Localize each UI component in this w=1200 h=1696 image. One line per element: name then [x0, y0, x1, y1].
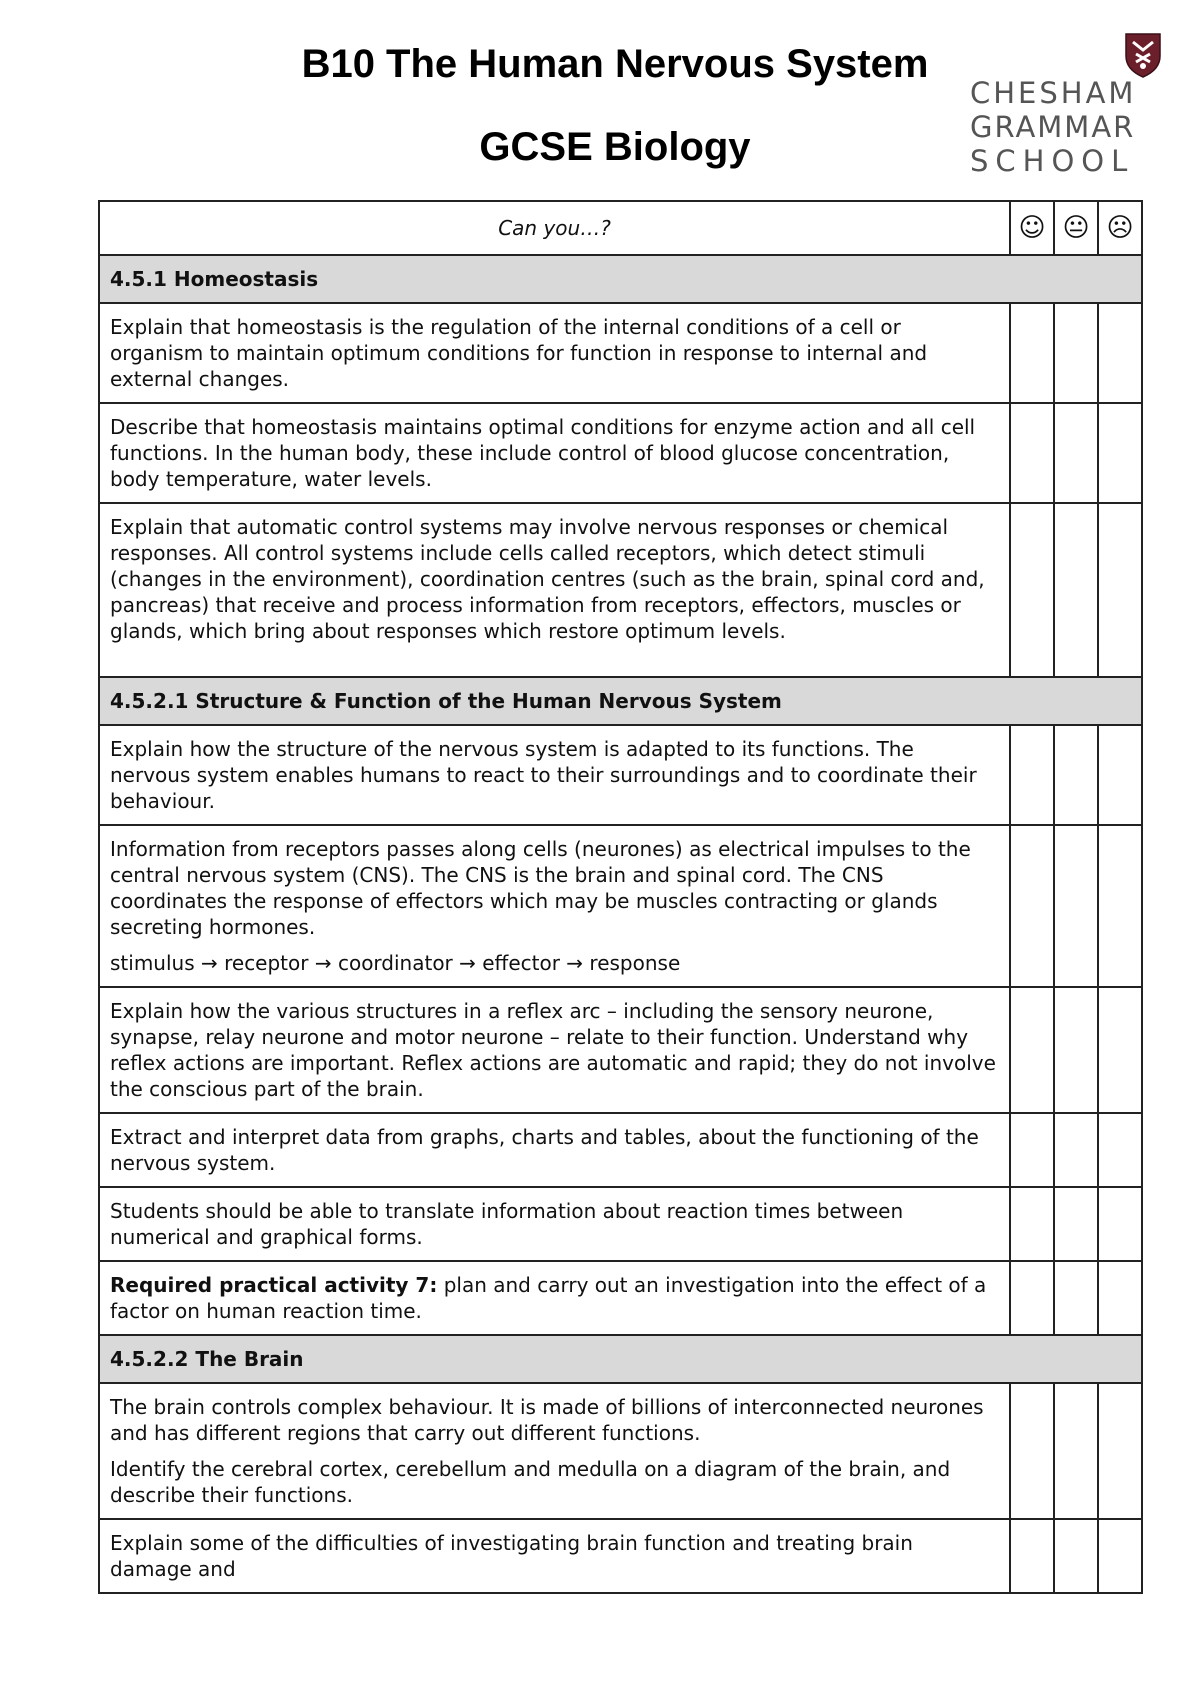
- statement-text: Extract and interpret data from graphs, charts and tables, about the functioning of the nervous system.: [110, 1125, 979, 1175]
- statement-cell: [99, 825, 1010, 987]
- rating-box-sad[interactable]: [1098, 987, 1142, 1113]
- rating-box-neutral[interactable]: [1054, 725, 1098, 825]
- table-row: [99, 825, 1142, 987]
- statement-text: Describe that homeostasis maintains optimal conditions for enzyme action and all cell functions. In the human body, these include control of blood glucose concentration, body temperature, water levels.: [110, 415, 976, 491]
- rating-box-happy[interactable]: [1010, 825, 1054, 987]
- rating-box-sad[interactable]: [1098, 1261, 1142, 1335]
- statement-cell: [99, 503, 1010, 677]
- rating-box-happy[interactable]: [1010, 725, 1054, 825]
- question-header: Can you…?: [99, 201, 1010, 255]
- rating-box-sad[interactable]: [1098, 1187, 1142, 1261]
- rating-box-sad[interactable]: [1098, 303, 1142, 403]
- checklist-table: [98, 200, 1143, 1594]
- rating-box-sad[interactable]: [1098, 825, 1142, 987]
- statement-bold-label: Required practical activity 7:: [110, 1273, 438, 1297]
- table-row: [99, 725, 1142, 825]
- rating-box-neutral[interactable]: [1054, 1261, 1098, 1335]
- school-logo: [970, 32, 1170, 182]
- rating-box-sad[interactable]: [1098, 1113, 1142, 1187]
- statement-cell: [99, 725, 1010, 825]
- table-row: [99, 987, 1142, 1113]
- statement-text: Students should be able to translate information about reaction times between numerical and graphical forms.: [110, 1199, 904, 1249]
- table-row: [99, 1187, 1142, 1261]
- page-title: B10 The Human Nervous System: [301, 42, 929, 86]
- table-row: [99, 1519, 1142, 1593]
- rating-box-happy[interactable]: [1010, 1519, 1054, 1593]
- rating-box-sad[interactable]: [1098, 503, 1142, 677]
- statement-cell: [99, 1113, 1010, 1187]
- statement-text: Information from receptors passes along cells (neurones) as electrical impulses to the central nervous system (CNS). The CNS is the brain and spinal cord. The CNS coordinates the response of effectors which may be muscles contracting or glands secreting hormones.: [110, 837, 971, 939]
- rating-box-happy[interactable]: [1010, 303, 1054, 403]
- table-row: [99, 503, 1142, 677]
- rating-box-happy[interactable]: [1010, 1113, 1054, 1187]
- rating-box-happy[interactable]: [1010, 1383, 1054, 1519]
- rating-box-sad[interactable]: [1098, 403, 1142, 503]
- statement-cell: [99, 1187, 1010, 1261]
- rating-box-sad[interactable]: [1098, 725, 1142, 825]
- school-crest-icon: [1124, 32, 1162, 78]
- statement-cell: [99, 303, 1010, 403]
- rating-box-neutral[interactable]: [1054, 1383, 1098, 1519]
- rating-box-sad[interactable]: [1098, 1383, 1142, 1519]
- statement-cell: [99, 987, 1010, 1113]
- rating-box-happy[interactable]: [1010, 1187, 1054, 1261]
- statement-text-second: Identify the cerebral cortex, cerebellum and medulla on a diagram of the brain, and describe their functions.: [110, 1457, 951, 1507]
- statement-cell: [99, 1383, 1010, 1519]
- table-row: [99, 1383, 1142, 1519]
- statement-text: [110, 1272, 999, 1324]
- happy-face-icon: ☺: [1010, 201, 1054, 255]
- rating-box-happy[interactable]: [1010, 503, 1054, 677]
- rating-box-neutral[interactable]: [1054, 1519, 1098, 1593]
- table-row: [99, 1261, 1142, 1335]
- table-row: [99, 303, 1142, 403]
- rating-box-neutral[interactable]: [1054, 403, 1098, 503]
- logo-text-line1: CHESHAM: [970, 76, 1137, 110]
- logo-text-line3: SCHOOL: [970, 144, 1135, 178]
- rating-box-sad[interactable]: [1098, 1519, 1142, 1593]
- page-subtitle: GCSE Biology: [479, 125, 751, 169]
- statement-text: Explain how the structure of the nervous system is adapted to its functions. The nervous system enables humans to react to their surroundings and to coordinate their behaviour.: [110, 737, 977, 813]
- table-header-row: [99, 201, 1142, 255]
- sad-face-icon: ☹: [1098, 201, 1142, 255]
- section-heading-row: [99, 677, 1142, 725]
- rating-box-neutral[interactable]: [1054, 503, 1098, 677]
- rating-box-neutral[interactable]: [1054, 1113, 1098, 1187]
- section-heading-row: [99, 255, 1142, 303]
- section-heading: 4.5.2.2 The Brain: [99, 1335, 1142, 1383]
- rating-box-happy[interactable]: [1010, 987, 1054, 1113]
- rating-box-happy[interactable]: [1010, 1261, 1054, 1335]
- rating-box-neutral[interactable]: [1054, 825, 1098, 987]
- table-row: [99, 1113, 1142, 1187]
- neutral-face-icon: 😐: [1054, 201, 1098, 255]
- logo-text-line2: GRAMMAR: [970, 110, 1136, 144]
- rating-box-neutral[interactable]: [1054, 303, 1098, 403]
- rating-box-neutral[interactable]: [1054, 1187, 1098, 1261]
- statement-text: Explain how the various structures in a reflex arc – including the sensory neurone, synapse, relay neurone and motor neurone – relate to their function. Understand why reflex actions are important. Reflex actions are automatic and rapid; they do not involve the conscious part of the brain.: [110, 999, 996, 1101]
- statement-cell: [99, 1261, 1010, 1335]
- table-row: [99, 403, 1142, 503]
- statement-text: Explain that automatic control systems may involve nervous responses or chemical responses. All control systems include cells called receptors, which detect stimuli (changes in the environment), coordination centres (such as the brain, spinal cord and, pancreas) that receive and process information from receptors, effectors, muscles or glands, which bring about responses which restore optimum levels.: [110, 515, 985, 643]
- statement-cell: [99, 403, 1010, 503]
- rating-box-neutral[interactable]: [1054, 987, 1098, 1113]
- statement-text: Explain that homeostasis is the regulation of the internal conditions of a cell or organism to maintain optimum conditions for function in response to internal and external changes.: [110, 315, 928, 391]
- section-heading: 4.5.1 Homeostasis: [99, 255, 1142, 303]
- rating-box-happy[interactable]: [1010, 403, 1054, 503]
- section-heading-row: [99, 1335, 1142, 1383]
- statement-text: The brain controls complex behaviour. It is made of billions of interconnected neurones and has different regions that carry out different functions.: [110, 1395, 984, 1445]
- section-heading: 4.5.2.1 Structure & Function of the Human Nervous System: [99, 677, 1142, 725]
- statement-text: Explain some of the difficulties of investigating brain function and treating brain damage and: [110, 1531, 913, 1581]
- statement-text-rest: plan and carry out an investigation into the effect of a factor on human reaction time.: [110, 1273, 987, 1323]
- statement-cell: [99, 1519, 1010, 1593]
- statement-text-flow: stimulus → receptor → coordinator → effector → response: [110, 951, 681, 975]
